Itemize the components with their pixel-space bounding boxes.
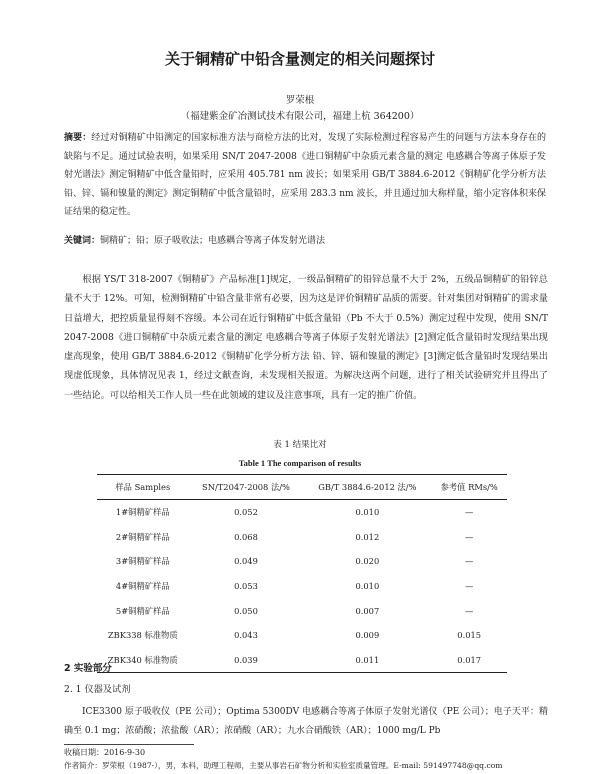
- table-cell: 0.009: [355, 630, 380, 641]
- table-cell: —: [465, 531, 474, 542]
- abstract-label: 摘要：: [64, 133, 92, 143]
- table-cell: 0.010: [355, 581, 380, 592]
- table-cell: —: [465, 581, 474, 592]
- table-cell: 0.020: [355, 556, 380, 567]
- table-cell: 0.049: [234, 556, 258, 567]
- author-info: 作者简介：罗荣根（1987-），男，本科，助理工程师，主要从事岩石矿物分析和实验室质量管理。E-mail: 591497748@qq.com: [64, 761, 503, 770]
- table-row: [97, 500, 507, 525]
- abstract: [64, 129, 546, 222]
- table-cell: 0.068: [234, 531, 258, 542]
- table-row: [97, 598, 507, 623]
- table-cell: —: [465, 507, 474, 518]
- table-caption-en: Table 1 The comparison of results: [238, 458, 362, 468]
- author-name: 罗荣根: [285, 95, 315, 106]
- table-caption-cn: 表 1 结果比对: [273, 440, 327, 450]
- table-cell: 0.053: [234, 581, 258, 592]
- table-cell: 0.017: [431, 648, 507, 673]
- table-cell: 5#铜精矿样品: [115, 605, 170, 616]
- table-header: SN/T2047-2008 法/%: [189, 475, 304, 500]
- instruments-paragraph: ICE3300 原子吸收仪（PE 公司）；Optima 5300DV 电感耦合等离子体原子发射光谱仪（PE 公司）；电子天平：精确至 0.1 mg；浓硝酸；浓盐酸（AR）；浓硝酸（AR）；九水合硝酸铁（AR）；1000 mg/L Pb: [64, 707, 548, 736]
- section-heading: 2 实验部分: [64, 663, 112, 674]
- table-cell: 2#铜精矿样品: [115, 531, 170, 542]
- table-header: 参考值 RMs/%: [431, 475, 507, 500]
- received-date: 收稿日期：2016-9-30: [64, 748, 146, 757]
- table-cell: 0.011: [303, 648, 431, 673]
- keywords: [64, 233, 546, 246]
- comparison-table: [97, 474, 507, 673]
- keywords-label: 关键词：: [64, 236, 101, 246]
- paper-title: 关于铜精矿中铅含量测定的相关问题探讨: [164, 50, 435, 68]
- table-row: [97, 648, 507, 673]
- table-cell: 0.010: [355, 507, 380, 518]
- table-cell: 0.012: [355, 531, 380, 542]
- table-cell: 0.007: [355, 605, 380, 616]
- table-cell: 0.043: [234, 630, 258, 641]
- subsection-heading: 2. 1 仪器及试剂: [64, 684, 131, 695]
- table-cell: 0.039: [189, 648, 304, 673]
- table-row: [97, 549, 507, 574]
- table-cell: 1#铜精矿样品: [115, 507, 170, 518]
- table-cell: 0.050: [234, 605, 258, 616]
- abstract-text: 经过对铜精矿中铅测定的国家标准方法与商检方法的比对，发现了实际检测过程容易产生的问题与方法本身存在的缺陷与不足。通过试验表明，如果采用 SN/T 2047-2008《进口铜精矿中杂质元素含量的测定 电感耦合等离子体原子发射光谱法》测定铜精矿中低含量铅时，应采用 405.781 nm 波长；如果采用 GB/T 3884.6-2012《铜精矿化学分析方法 铅、锌、镉和镍量的测定》测定铜精矿中低含量铅时，应采用 283.3 nm 波长，并且通过加大称样量，缩小定容体积来保证结果的稳定性。: [64, 133, 546, 217]
- table-cell: 0.015: [457, 630, 482, 641]
- table-row: [97, 623, 507, 648]
- table-row: [97, 525, 507, 550]
- table-header: 样品 Samples: [97, 475, 189, 500]
- table-cell: 4#铜精矿样品: [115, 581, 170, 592]
- table-header-row: [97, 475, 507, 500]
- table-cell: ZBK340 标准物质: [97, 648, 189, 673]
- keywords-text: 铜精矿；铅；原子吸收法；电感耦合等离子体发射光谱法: [100, 236, 326, 246]
- table-row: [97, 574, 507, 599]
- table-cell: 3#铜精矿样品: [115, 556, 170, 567]
- table-cell: —: [465, 605, 474, 616]
- intro-paragraph: 根据 YS/T 318-2007《铜精矿》产品标准[1]规定，一级品铜精矿的铅锌总量不大于 2%，五级品铜精矿的铅锌总量不大于 12%。可知，检测铜精矿中铅含量非常有必要，因为这是评价铜精矿品质的需要。针对集团对铜精矿的需求量日益增大，把控质量显得刻不容缓。本公司在近行铜精矿中低含量铅（Pb 不大于 0.5%）测定过程中发现，使用 SN/T 2047-2008《进口铜精矿中杂质元素含量的测定 电感耦合等离子体原子发射光谱法》[2]测定低含量铅时发现结果出现虚高现象，使用 GB/T 3884.6-2012《铜精矿化学分析方法 铅、锌、镉和镍量的测定》[3]测定低含量铅时发现结果出现虚低现象，具体情况见表 1，经过文献查询，未发现相关报道。为解决这两个问题，进行了相关试验研究并且得出了一些结论。可以给相关工作人员一些在此领域的建议及注意事项，具有一定的推广价值。: [64, 274, 548, 401]
- table-cell: —: [465, 556, 474, 567]
- footnote-divider: [64, 744, 194, 745]
- table-header: GB/T 3884.6-2012 法/%: [303, 475, 431, 500]
- table-cell: 0.052: [234, 507, 258, 518]
- table-cell: ZBK338 标准物质: [107, 630, 178, 641]
- author-affiliation: （福建紫金矿冶测试技术有限公司，福建上杭 364200）: [180, 111, 420, 122]
